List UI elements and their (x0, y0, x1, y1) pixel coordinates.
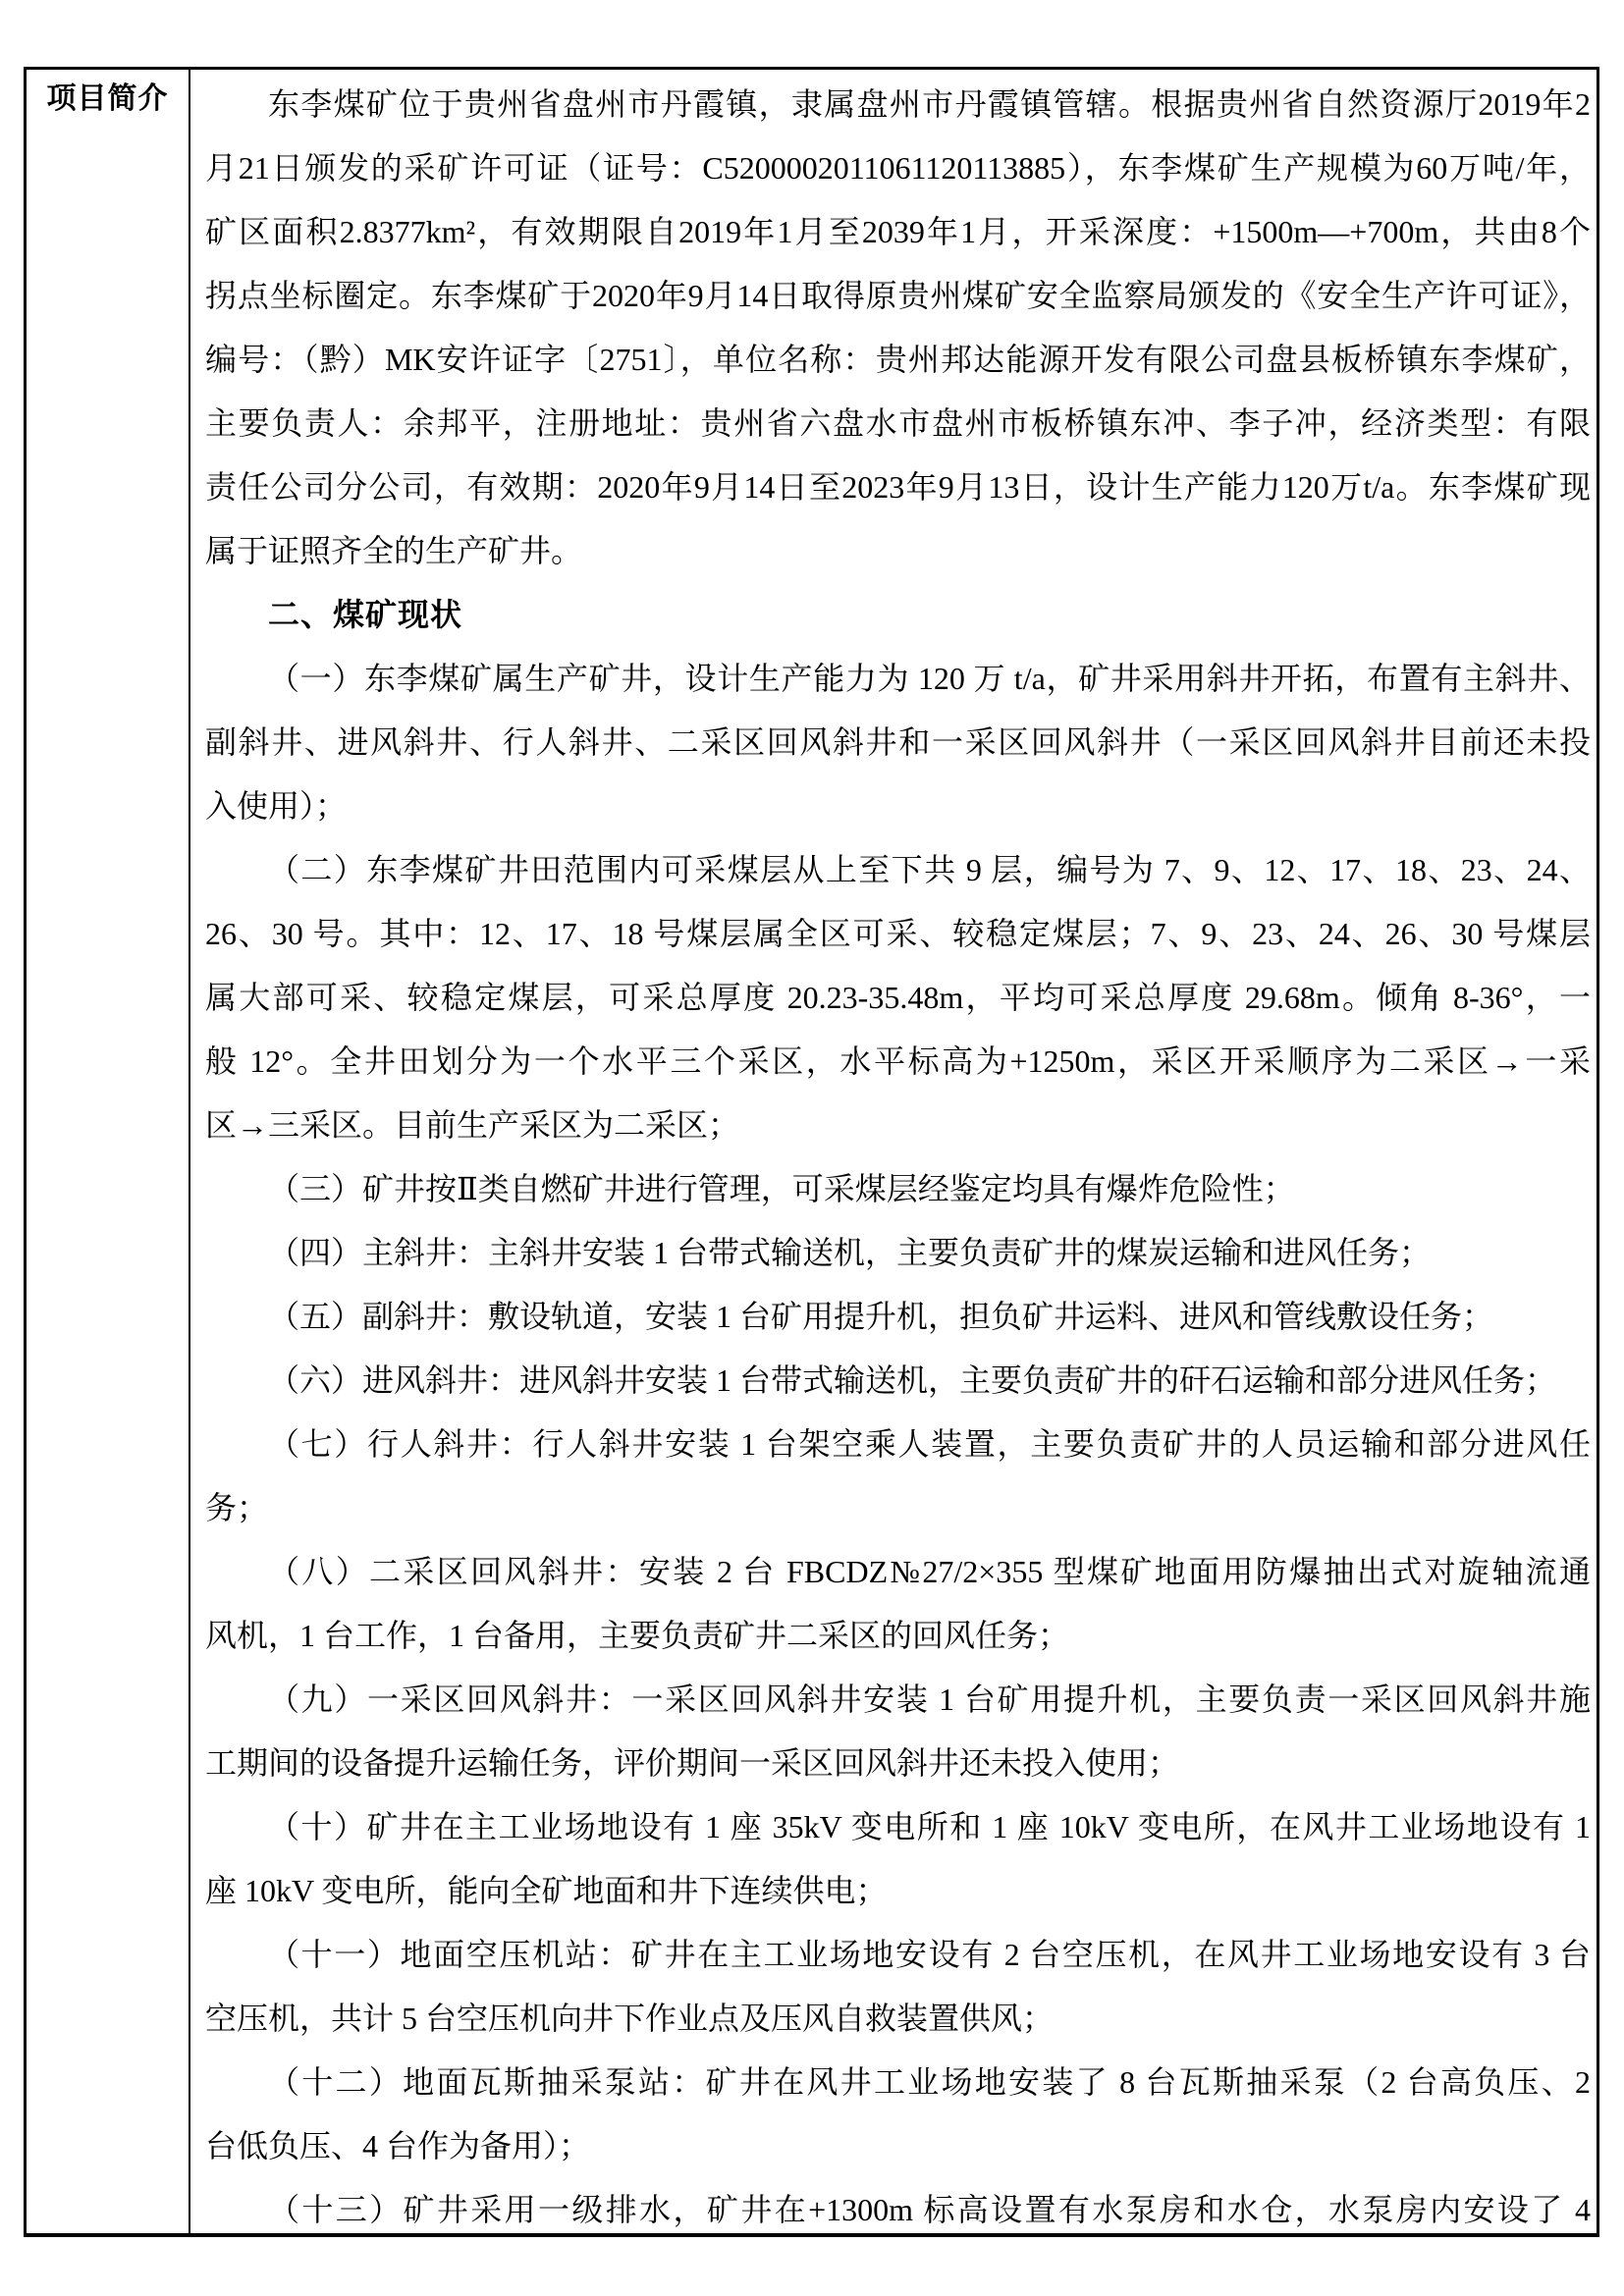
text-line: 月21日颁发的采矿许可证（证号：C5200002011061120113885），东李煤矿生产规模为60万吨/年， (205, 150, 1591, 186)
text-line: 主要负责人：余邦平，注册地址：贵州省六盘水市盘州市板桥镇东冲、李子冲，经济类型：有限 (205, 405, 1591, 441)
text-line: （七）行人斜井：行人斜井安装 1 台架空乘人装置，主要负责矿井的人员运输和部分进风任 (268, 1426, 1591, 1462)
row-header-label: 项目简介 (46, 82, 169, 115)
text-line: （六）进风斜井：进风斜井安装 1 台带式输送机，主要负责矿井的矸石运输和部分进风任务； (268, 1362, 1557, 1398)
text-line: 台低负压、4 台作为备用）； (205, 2128, 591, 2163)
text-line: 东李煤矿位于贵州省盘州市丹霞镇，隶属盘州市丹霞镇管辖。根据贵州省自然资源厅2019年2 (268, 86, 1591, 122)
text-line: 26、30 号。其中：12、17、18 号煤层属全区可采、较稳定煤层；7、9、23、24、26、30 号煤层 (205, 916, 1591, 951)
project-summary-table (24, 67, 1599, 2237)
text-line: 般 12°。全井田划分为一个水平三个采区，水平标高为+1250m，采区开采顺序为二采区→一采 (205, 1043, 1591, 1079)
text-line: （九）一采区回风斜井：一采区回风斜井安装 1 台矿用提升机，主要负责一采区回风斜井施 (268, 1682, 1591, 1717)
text-line: 风机，1 台工作，1 台备用，主要负责矿井二采区的回风任务； (205, 1618, 1070, 1653)
row-header-cell (27, 70, 190, 2233)
text-line: （十二）地面瓦斯抽采泵站：矿井在风井工业场地安装了 8 台瓦斯抽采泵（2 台高负压、2 (268, 2064, 1591, 2100)
text-lines-container (205, 73, 1591, 2233)
text-line: 区→三采区。目前生产采区为二采区； (205, 1107, 740, 1143)
text-line: 务； (205, 1490, 269, 1525)
text-line: 空压机，共计 5 台空压机向井下作业点及压风自救装置供风； (205, 2001, 1055, 2036)
text-line: （四）主斜井：主斜井安装 1 台带式输送机，主要负责矿井的煤炭运输和进风任务； (268, 1235, 1432, 1270)
text-line: 工期间的设备提升运输任务，评价期间一采区回风斜井还未投入使用； (205, 1745, 1180, 1781)
text-line: （十一）地面空压机站：矿井在主工业场地安设有 2 台空压机，在风井工业场地安设有 3 台 (268, 1937, 1591, 1972)
text-line: 属于证照齐全的生产矿井。 (205, 533, 583, 568)
text-line: 拐点坐标圈定。东李煤矿于2020年9月14日取得原贵州煤矿安全监察局颁发的《安全生产许可证》， (205, 278, 1591, 313)
text-line: （八）二采区回风斜井：安装 2 台 FBCDZ№27/2×355 型煤矿地面用防爆抽出式对旋轴流通 (268, 1554, 1591, 1589)
text-line: （一）东李煤矿属生产矿井，设计生产能力为 120 万 t/a，矿井采用斜井开拓，布置有主斜井、 (268, 661, 1591, 696)
text-line: （十）矿井在主工业场地设有 1 座 35kV 变电所和 1 座 10kV 变电所，在风井工业场地设有 1 (268, 1809, 1591, 1844)
text-line: 责任公司分公司，有效期：2020年9月14日至2023年9月13日，设计生产能力120万t/a。东李煤矿现 (205, 469, 1591, 505)
text-line: 矿区面积2.8377km²，有效期限自2019年1月至2039年1月，开采深度：+1500m—+700m，共由8个 (205, 214, 1591, 249)
row-content-cell (190, 70, 1597, 2233)
text-line: 副斜井、进风斜井、行人斜井、二采区回风斜井和一采区回风斜井（一采区回风斜井目前还未投 (205, 724, 1591, 760)
text-line: （五）副斜井：敷设轨道，安装 1 台矿用提升机，担负矿井运料、进风和管线敷设任务； (268, 1299, 1494, 1334)
text-line: 编号：（黔）MK安许证字〔2751〕，单位名称：贵州邦达能源开发有限公司盘县板桥镇东李煤矿， (205, 342, 1591, 377)
section-heading: 二、煤矿现状 (268, 597, 463, 632)
text-line: 属大部可采、较稳定煤层，可采总厚度 20.23-35.48m，平均可采总厚度 29.68m。倾角 8-36°，一 (205, 980, 1591, 1015)
text-line: （十三）矿井采用一级排水，矿井在+1300m 标高设置有水泵房和水仓，水泵房内安设了 4 (268, 2192, 1591, 2227)
text-line: （三）矿井按Ⅱ类自燃矿井进行管理，可采煤层经鉴定均具有爆炸危险性； (268, 1171, 1295, 1206)
text-line: 座 10kV 变电所，能向全矿地面和井下连续供电； (205, 1873, 888, 1908)
text-line: 入使用）； (205, 788, 348, 824)
text-line: （二）东李煤矿井田范围内可采煤层从上至下共 9 层，编号为 7、9、12、17、18、23、24、 (268, 852, 1591, 887)
